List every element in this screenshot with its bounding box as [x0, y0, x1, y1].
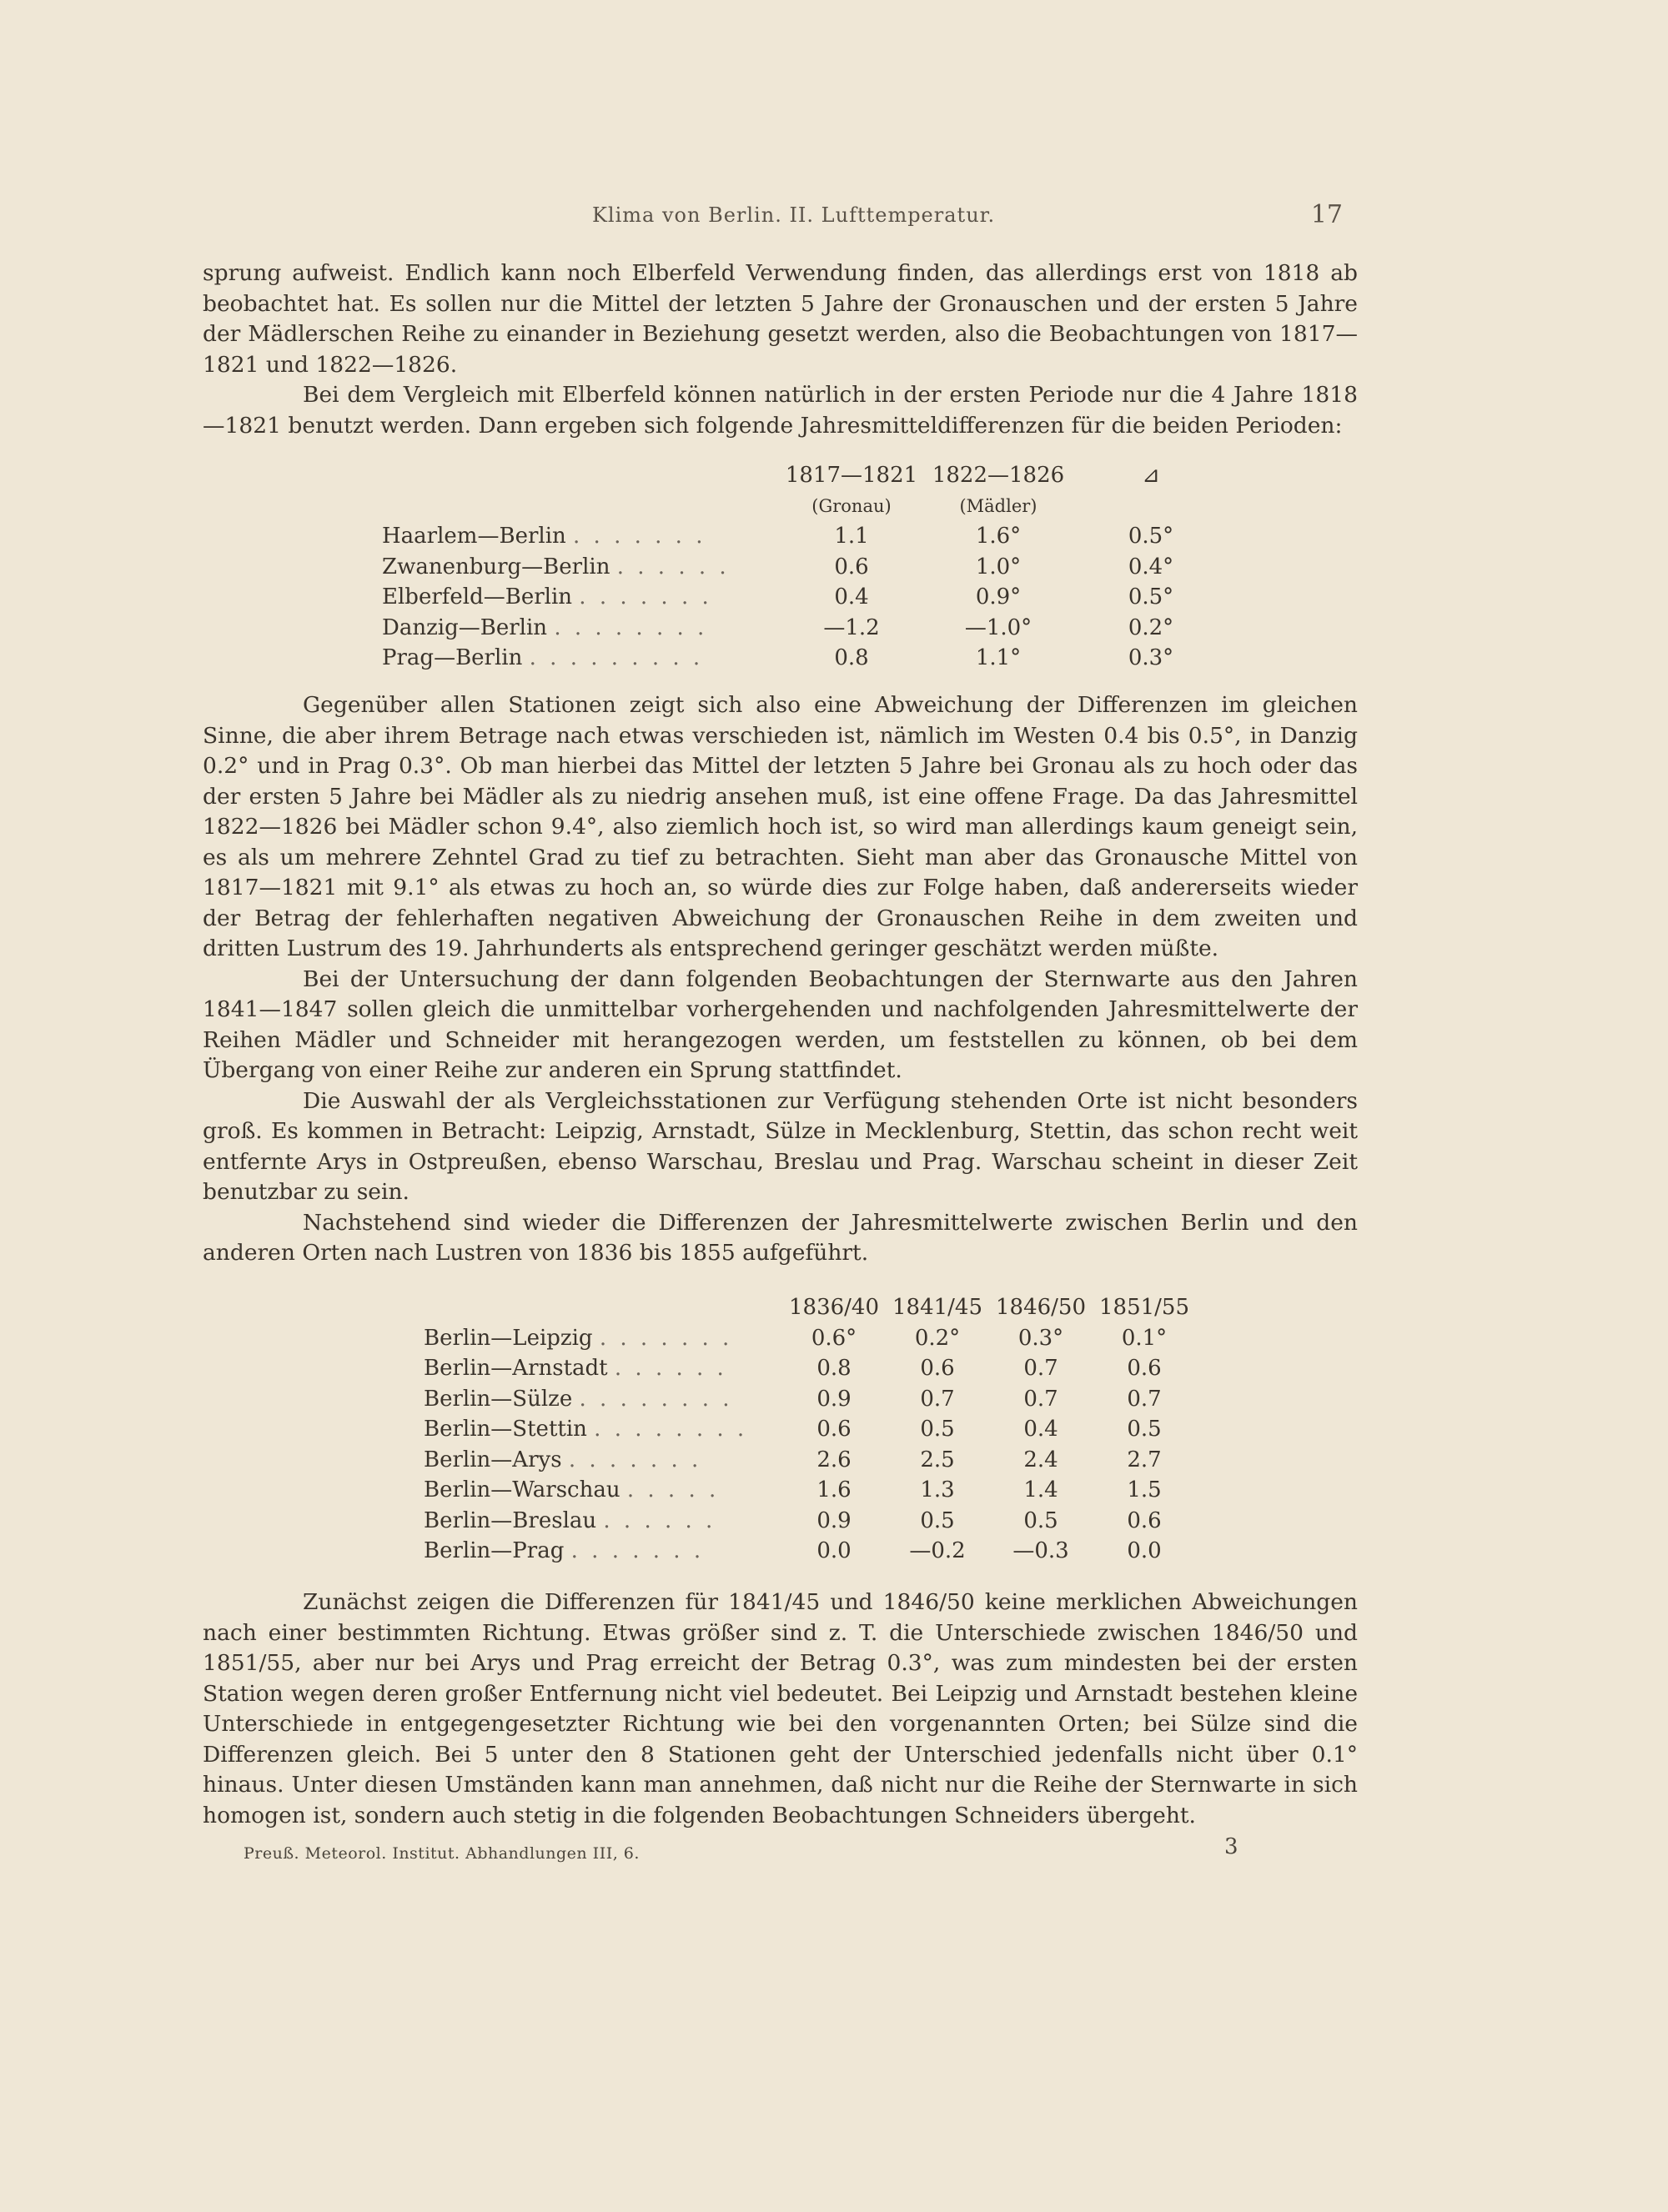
table-row	[382, 521, 1226, 552]
station-pair-label: Berlin—Arys	[424, 1447, 562, 1472]
table-row	[424, 1475, 1196, 1506]
leader-dots: . . . . . . . .	[594, 1417, 748, 1442]
table-cell: 0.9	[816, 1386, 852, 1412]
column-header: 1817—1821	[785, 463, 918, 489]
table-cell: 0.3°	[1017, 1325, 1064, 1351]
table-cell: 0.6	[920, 1356, 955, 1382]
text-block-bottom	[203, 1588, 1358, 1831]
station-pair-label: Elberfeld—Berlin	[382, 584, 573, 610]
column-subheader: (Gronau)	[811, 495, 892, 516]
station-pair-label: Berlin—Leipzig	[424, 1325, 593, 1351]
table-row	[424, 1445, 1196, 1476]
table-cell: 0.8	[834, 645, 869, 671]
table-cell: 0.6	[1127, 1356, 1162, 1382]
table-cell: 1.6	[816, 1477, 852, 1503]
station-pair-label: Berlin—Stettin	[424, 1417, 587, 1442]
station-pair-label: Zwanenburg—Berlin	[382, 554, 610, 579]
table-cell: 0.5	[1023, 1507, 1058, 1533]
table-row	[424, 1536, 1196, 1567]
table-cell: 0.5°	[1128, 524, 1174, 549]
running-title: Klima von Berlin. II. Lufttemperatur.	[592, 203, 996, 227]
leader-dots: . . . . . . .	[570, 1538, 705, 1564]
paragraph: Zunächst zeigen die Differenzen für 1841/45 und 1846/50 keine merklichen Abweichungen nach einer bestimmten Richtung. Etwas größer sind z. T. die Unterschiede zwischen 1846/50 und 1851/55, aber nur bei Arys und Prag erreicht der Betrag 0.3°, was zum mindesten bei der ersten Station wegen deren großer Entfernung nicht viel bedeutet. Bei Leipzig und Arnstadt bestehen kleine Unterschiede in entgegengesetzter Richtung wie bei den vorgenannten Orten; bei Sülze sind die Differenzen gleich. Bei 5 unter den 8 Stationen geht der Unterschied jedenfalls nicht über 0.1° hinaus. Unter diesen Umständen kann man annehmen, daß nicht nur die Reihe der Sternwarte in sich homogen ist, sondern auch stetig in die folgenden Beobachtungen Schneiders übergeht.	[203, 1589, 1358, 1828]
column-subheader: (Mädler)	[959, 495, 1037, 516]
table-row	[424, 1353, 1196, 1384]
leader-dots: . . . . .	[626, 1477, 720, 1503]
publication-footer: Preuß. Meteorol. Institut. Abhandlungen III, 6.	[244, 1844, 640, 1863]
table-cell: 1.5	[1127, 1477, 1162, 1503]
table-row	[382, 582, 1226, 613]
table-cell: —0.3	[1012, 1538, 1069, 1564]
table-cell: 0.6°	[811, 1325, 857, 1351]
station-pair-label: Berlin—Arnstadt	[424, 1356, 608, 1382]
table-cell: 0.4	[834, 584, 869, 610]
leader-dots: . . . . . . .	[599, 1325, 733, 1351]
table-cell: 0.1°	[1121, 1325, 1168, 1351]
table-cell: 0.2°	[1128, 614, 1174, 640]
table-cell: 0.9	[816, 1507, 852, 1533]
table-row	[382, 643, 1226, 674]
station-pair-label: Berlin—Warschau	[424, 1477, 620, 1503]
station-pair-label: Haarlem—Berlin	[382, 524, 566, 549]
table-cell: 0.5°	[1128, 584, 1174, 610]
station-pair-label: Berlin—Prag	[424, 1538, 565, 1564]
table-cell: 0.5	[1127, 1417, 1162, 1442]
paragraph: Bei der Untersuchung der dann folgenden Beobachtungen der Sternwarte aus den Jahren 1841—1847 sollen gleich die unmittelbar vorhergehenden und nachfolgenden Jahresmittelwerte der Reihen Mädler und Schneider mit herangezogen werden, um feststellen zu können, ob bei dem Übergang von einer Reihe zur anderen ein Sprung stattfindet.	[203, 966, 1358, 1083]
table-row	[424, 1414, 1196, 1445]
table-cell: 0.7	[920, 1386, 955, 1412]
leader-dots: . . . . . .	[614, 1356, 727, 1382]
text-block-middle	[203, 690, 1358, 1269]
paragraph: Bei dem Vergleich mit Elberfeld können natürlich in der ersten Periode nur die 4 Jahre 1818—1821 benutzt werden. Dann ergeben sich folgende Jahresmitteldifferenzen für die beiden Perioden:	[203, 382, 1358, 439]
table-cell: 0.8	[816, 1356, 852, 1382]
signature-mark: 3	[1224, 1834, 1238, 1859]
leader-dots: . . . . . . . .	[579, 1386, 733, 1412]
table-cell: 2.5	[920, 1447, 955, 1472]
leader-dots: . . . . . .	[603, 1507, 716, 1533]
running-header	[200, 200, 1343, 233]
page-number: 17	[1310, 200, 1343, 229]
table-row	[424, 1323, 1196, 1354]
table-cell: 0.6	[834, 554, 869, 579]
table-cell: 1.3	[920, 1477, 955, 1503]
table-cell: 0.7	[1023, 1356, 1058, 1382]
table-cell: 0.2°	[914, 1325, 961, 1351]
difference-table-2	[424, 1292, 1196, 1567]
station-pair-label: Berlin—Breslau	[424, 1507, 597, 1533]
table-header-row	[424, 1292, 1196, 1323]
table-cell: 1.0°	[975, 554, 1022, 579]
table-cell: —1.2	[823, 614, 880, 640]
table-cell: 0.0	[1127, 1538, 1162, 1564]
table-cell: 0.7	[1023, 1386, 1058, 1412]
station-pair-label: Prag—Berlin	[382, 645, 523, 671]
table-cell: 0.9°	[975, 584, 1022, 610]
paragraph: Nachstehend sind wieder die Differenzen der Jahresmittelwerte zwischen Berlin und den anderen Orten nach Lustren von 1836 bis 1855 aufgeführt.	[203, 1209, 1358, 1266]
text-block-top	[203, 258, 1358, 441]
column-header: ⊿	[1142, 463, 1160, 489]
table-cell: 0.4°	[1128, 554, 1174, 579]
table-row	[382, 552, 1226, 583]
table-cell: 1.1	[834, 524, 869, 549]
column-header: 1836/40	[788, 1295, 879, 1321]
table-cell: 2.7	[1127, 1447, 1162, 1472]
table-cell: 0.5	[920, 1507, 955, 1533]
station-pair-label: Danzig—Berlin	[382, 614, 548, 640]
column-header: 1822—1826	[932, 463, 1065, 489]
paragraph: Gegenüber allen Stationen zeigt sich also eine Abweichung der Differenzen im gleichen Sinne, die aber ihrem Betrage nach etwas verschieden ist, nämlich im Westen 0.4 bis 0.5°, in Danzig 0.2° und in Prag 0.3°. Ob man hierbei das Mittel der letzten 5 Jahre bei Gronau als zu hoch oder das der ersten 5 Jahre bei Mädler als zu niedrig ansehen muß, ist eine offene Frage. Da das Jahresmittel 1822—1826 bei Mädler schon 9.4°, also ziemlich hoch ist, so wird man allerdings kaum geneigt sein, es als um mehrere Zehntel Grad zu tief zu betrachten. Sieht man aber das Gronausche Mittel von 1817—1821 mit 9.1° als etwas zu hoch an, so würde dies zur Folge haben, daß andererseits wieder der Betrag der fehlerhaften negativen Abweichung der Gronauschen Reihe in dem zweiten und dritten Lustrum des 19. Jahrhunderts als entsprechend geringer geschätzt werden müßte.	[203, 692, 1358, 961]
difference-table-1	[382, 460, 1226, 674]
table-cell: 0.7	[1127, 1386, 1162, 1412]
leader-dots: . . . . . .	[616, 554, 730, 579]
table-row	[382, 613, 1226, 644]
table-cell: 0.6	[816, 1417, 852, 1442]
column-subheader	[1076, 491, 1226, 522]
table-header-row	[382, 460, 1226, 491]
table-cell: 2.4	[1023, 1447, 1058, 1472]
table-row	[424, 1384, 1196, 1415]
table-subheader-row	[382, 491, 1226, 522]
paragraph: sprung aufweist. Endlich kann noch Elberfeld Verwendung finden, das allerdings erst von 1818 ab beobachtet hat. Es sollen nur die Mittel der letzten 5 Jahre der Gronauschen und der ersten 5 Jahre der Mädlerschen Reihe zu einander in Beziehung gesetzt werden, also die Beobachtungen von 1817—1821 und 1822—1826.	[203, 260, 1358, 378]
leader-dots: . . . . . . . .	[554, 614, 708, 640]
column-header: 1851/55	[1098, 1295, 1189, 1321]
table-cell: 0.0	[816, 1538, 852, 1564]
table-cell: —0.2	[909, 1538, 966, 1564]
station-pair-label: Berlin—Sülze	[424, 1386, 573, 1412]
leader-dots: . . . . . . .	[568, 1447, 702, 1472]
table-cell: 1.1°	[975, 645, 1022, 671]
leader-dots: . . . . . . .	[579, 584, 712, 610]
table-cell: 0.4	[1023, 1417, 1058, 1442]
table-cell: 0.3°	[1128, 645, 1174, 671]
table-row	[424, 1506, 1196, 1537]
table-cell: 2.6	[816, 1447, 852, 1472]
column-header: 1846/50	[995, 1295, 1086, 1321]
table-cell: 0.5	[920, 1417, 955, 1442]
column-header: 1841/45	[892, 1295, 982, 1321]
table-cell: 1.4	[1023, 1477, 1058, 1503]
table-cell: —1.0°	[964, 614, 1032, 640]
leader-dots: . . . . . . . . .	[529, 645, 704, 671]
leader-dots: . . . . . . .	[573, 524, 706, 549]
paragraph: Die Auswahl der als Vergleichsstationen zur Verfügung stehenden Orte ist nicht besonders groß. Es kommen in Betracht: Leipzig, Arnstadt, Sülze in Mecklenburg, Stettin, das schon recht weit entfernte Arys in Ostpreußen, ebenso Warschau, Breslau und Prag. Warschau scheint in dieser Zeit benutzbar zu sein.	[203, 1087, 1358, 1205]
table-cell: 0.6	[1127, 1507, 1162, 1533]
table-cell: 1.6°	[975, 524, 1022, 549]
